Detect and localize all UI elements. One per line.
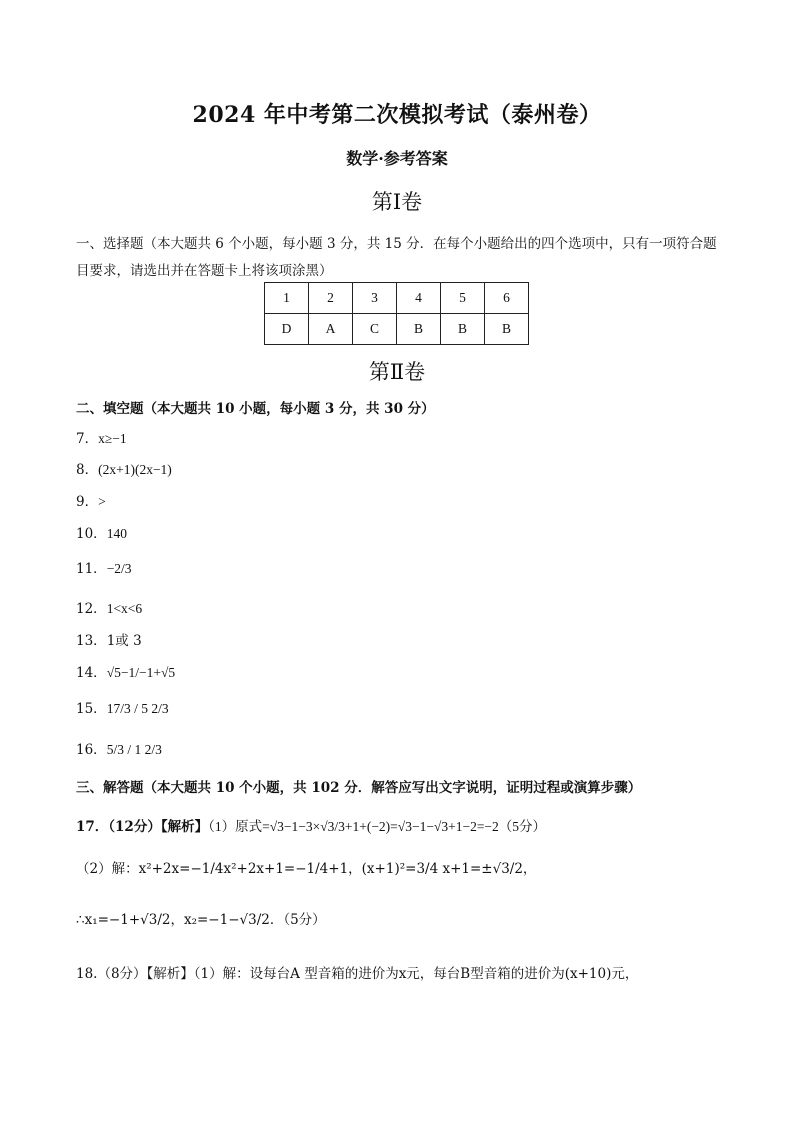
answer-11-value: −2/3 xyxy=(106,561,132,576)
answer-15: 15．17/3 / 5 2/3 xyxy=(76,701,169,717)
answer-18: 18.（8分）【解析】（1）解：设每台A 型音箱的进价为x元，每台B型音箱的进价为(x+10)元， xyxy=(76,966,639,982)
answer-12: 12．1<x<6 xyxy=(76,601,143,617)
answer-13: 13．1或 3 xyxy=(76,633,142,649)
section-one-instructions-line2: 目要求，请选出并在答题卡上将该项涂黑） xyxy=(76,263,333,279)
page-subtitle: 数学·参考答案 xyxy=(346,149,448,168)
answer-17-part-2: （2）解：x²+2x=−1/4x²+2x+1=−1/4+1，(x+1)²=3/4 x+1=±√3/2， xyxy=(76,861,537,877)
answer-17-part-3: ∴x₁=−1+√3/2，x₂=−1−√3/2．（5分） xyxy=(76,912,326,928)
answer-14-value: √5−1/−1+√5 xyxy=(106,665,176,680)
answer-cell: D xyxy=(265,314,309,345)
answer-cell: B xyxy=(485,314,529,345)
question-number-cell: 3 xyxy=(353,283,397,314)
answer-8: 8．(2x+1)(2x−1) xyxy=(76,462,172,478)
answer-8-value: (2x+1)(2x−1) xyxy=(98,462,172,477)
section-three-heading: 三、解答题（本大题共 10 个小题，共 102 分．解答应写出文字说明，证明过程或演算步骤） xyxy=(76,780,642,796)
question-number-cell: 6 xyxy=(485,283,529,314)
answer-cell: A xyxy=(309,314,353,345)
answer-10-value: 140 xyxy=(106,526,127,541)
answer-table-answer-row xyxy=(265,314,529,345)
answer-9: 9．> xyxy=(76,494,106,510)
answer-16: 16．5/3 / 1 2/3 xyxy=(76,742,162,758)
answer-table xyxy=(264,282,529,345)
answer-16-value: 5/3 / 1 2/3 xyxy=(106,742,162,757)
section-one-instructions-line1: 一、选择题（本大题共 6 个小题，每小题 3 分，共 15 分．在每个小题给出的四个选项中，只有一项符合题 xyxy=(76,236,717,252)
answer-15-value: 17/3 / 5 2/3 xyxy=(106,701,169,716)
answer-cell: C xyxy=(353,314,397,345)
answer-17-part-1 xyxy=(76,815,546,835)
answer-17-label: 17．（12分）【解析】 xyxy=(76,819,209,835)
answer-14: 14．√5−1/−1+√5 xyxy=(76,665,176,681)
answer-11: 11．−2/3 xyxy=(76,561,132,577)
part-one-heading: 第Ⅰ卷 xyxy=(371,190,423,214)
question-number-cell: 2 xyxy=(309,283,353,314)
question-number-cell: 5 xyxy=(441,283,485,314)
answer-table-number-row xyxy=(265,283,529,314)
answer-7-value: x≥−1 xyxy=(98,431,127,446)
section-two-heading: 二、填空题（本大题共 10 小题，每小题 3 分，共 30 分） xyxy=(76,401,435,417)
question-number-cell: 1 xyxy=(265,283,309,314)
part-two-heading: 第Ⅱ卷 xyxy=(368,360,426,384)
answer-7: 7．x≥−1 xyxy=(76,431,127,447)
answer-12-value: 1<x<6 xyxy=(106,601,143,616)
answer-17-part-1-text: （1）原式=√3−1−3×√3/3+1+(−2)=√3−1−√3+1−2=−2（5分） xyxy=(208,819,547,834)
answer-10: 10．140 xyxy=(76,526,127,542)
answer-cell: B xyxy=(441,314,485,345)
page-title: 2024 年中考第二次模拟考试（泰州卷） xyxy=(192,102,602,128)
answer-9-value: > xyxy=(98,494,106,509)
answer-13-value: 1或 3 xyxy=(106,633,142,649)
question-number-cell: 4 xyxy=(397,283,441,314)
answer-cell: B xyxy=(397,314,441,345)
